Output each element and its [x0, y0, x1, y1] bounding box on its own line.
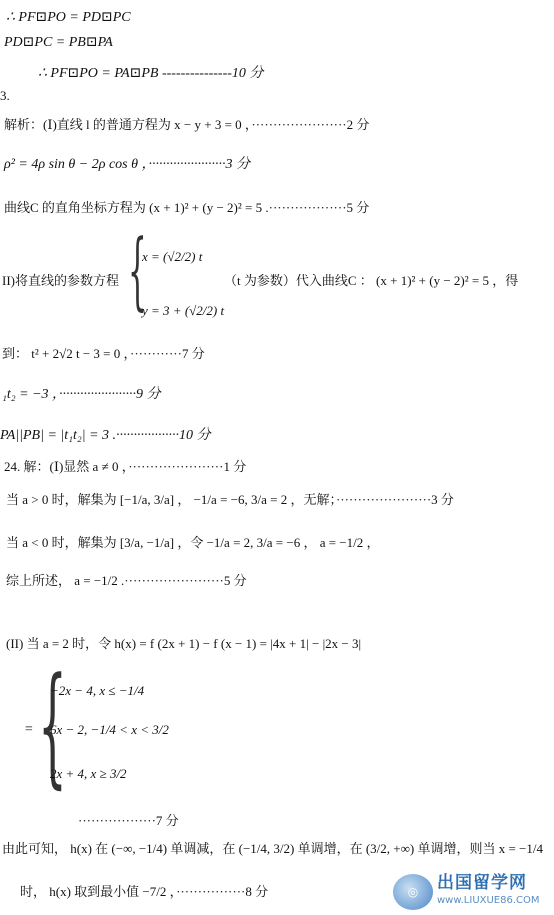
q24-line-4: 综上所述， a = −1/2 .·······················5 分 [6, 573, 247, 588]
solution-line-2: ρ² = 4ρ sin θ − 2ρ cos θ ，······················3 分 [4, 157, 251, 172]
monotonic-line: 由此可知， h(x) 在 (−∞, −1/4) 单调减，在 (−1/4, 3/2) 单调增，在 (3/2, +∞) 单调增，则当 x = −1/4 [2, 841, 543, 856]
result-line: PA||PB| = |t₁t₂| = 3 .··················10 分 [0, 428, 211, 443]
watermark-title: 出国留学网 [437, 873, 527, 893]
minimum-line: 时， h(x) 取到最小值 −7/2 ，················8 分 [20, 884, 269, 899]
proof-line-1: ∴ PF⊡PO = PD⊡PC [6, 10, 131, 25]
proof-line-3: ∴ PF⊡PO = PA⊡PB ---------------10 分 [38, 66, 264, 81]
question-number: 3. [0, 88, 10, 103]
piecewise-case-3: 2x + 4, x ≥ 3/2 [50, 766, 127, 781]
q24-part2: (II) 当 a = 2 时，令 h(x) = f (2x + 1) − f (x − 1) = |4x + 1| − |2x − 3| [6, 636, 362, 651]
solution-line-1: 解析：(Ⅰ)直线 l 的普通方程为 x − y + 3 = 0 ，······················2 分 [4, 117, 370, 132]
piecewise-case-1: −2x − 4, x ≤ −1/4 [50, 683, 145, 698]
piecewise-case-2: 6x − 2, −1/4 < x < 3/2 [50, 722, 169, 737]
part2-substitute: （t 为参数）代入曲线C ： (x + 1)² + (y − 2)² = 5 ，得 [224, 273, 519, 288]
solution-line-3: 曲线C 的直角坐标方程为 (x + 1)² + (y − 2)² = 5 .··················5 分 [4, 200, 370, 215]
piecewise-equals: = [24, 722, 34, 737]
watermark-url: www.LIUXUE86.COM [437, 895, 540, 906]
quadratic-line: 到： t² + 2√2 t − 3 = 0 ，············7 分 [2, 346, 205, 361]
q24-line-1: 24. 解：(Ⅰ)显然 a ≠ 0 ，······················1 分 [4, 459, 247, 474]
system-y-equation: y = 3 + (√2/2) t [142, 303, 225, 318]
globe-logo-icon: ◎ [393, 874, 433, 910]
q24-line-2: 当 a > 0 时，解集为 [−1/a, 3/a] ， −1/a = −6, 3/a = 2 ，无解；······················3 分 [6, 492, 454, 507]
piecewise-brace: { [38, 649, 67, 801]
system-brace: { [128, 221, 147, 319]
system-x-equation: x = (√2/2) t [142, 249, 203, 264]
proof-line-2: PD⊡PC = PB⊡PA [4, 35, 113, 50]
part2-intro: II)将直线的参数方程 [2, 273, 119, 288]
score-7: ··················7 分 [78, 813, 179, 828]
q24-line-3: 当 a < 0 时，解集为 [3/a, −1/a] ，令 −1/a = 2, 3/a = −6 ， a = −1/2 ， [6, 535, 380, 550]
product-line: ₁t₂ = −3 ，······················9 分 [2, 387, 161, 402]
site-watermark [393, 870, 553, 914]
